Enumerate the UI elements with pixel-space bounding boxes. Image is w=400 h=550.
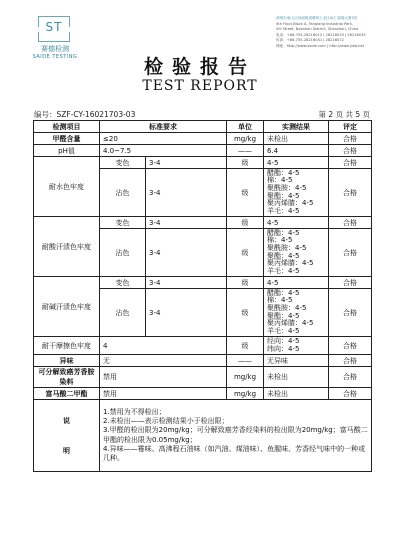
header-standard: 标准要求 bbox=[100, 121, 227, 133]
result-line: 聚酰胺：4-5 bbox=[267, 303, 307, 312]
verdict-acid-change: 合格 bbox=[329, 217, 372, 229]
verdict-formaldehyde: 合格 bbox=[329, 133, 372, 145]
table-row bbox=[34, 337, 372, 355]
unit-dmf: mg/kg bbox=[227, 388, 264, 400]
table-row bbox=[34, 388, 372, 400]
unit-alkali-stain: 级 bbox=[227, 289, 264, 337]
standard-alkali-change: 3-4 bbox=[146, 277, 227, 289]
report-number-label: 编号： bbox=[34, 110, 57, 119]
table-row bbox=[34, 277, 372, 289]
result-line: 醋酯：4-5 bbox=[267, 288, 300, 297]
result-dry-rubbing bbox=[264, 337, 329, 355]
item-water-fastness: 耐水色牢度 bbox=[34, 157, 100, 217]
address-line: 传真：+86-755-28216031 | 28216072 bbox=[276, 38, 344, 43]
report-number bbox=[34, 109, 135, 120]
unit-water-change: 级 bbox=[227, 157, 264, 169]
result-line: 羊毛：4-5 bbox=[267, 326, 300, 335]
standard-odor: 无 bbox=[100, 355, 227, 367]
result-ph: 6.4 bbox=[264, 145, 329, 157]
report-title-cn: 检验报告 bbox=[143, 56, 256, 78]
result-line: 聚丙烯腈：4-5 bbox=[267, 259, 314, 268]
result-line: 棉：4-5 bbox=[267, 236, 293, 245]
header-unit: 单位 bbox=[227, 121, 264, 133]
table-row bbox=[34, 133, 372, 145]
unit-odor: —— bbox=[227, 355, 264, 367]
note-line: 3.甲醛的检出限为20mg/kg；可分解致癌芳香经染料的检出限为20mg/kg；富马酸二甲酯的检出限为0.05mg/kg； bbox=[103, 426, 368, 444]
unit-water-stain: 级 bbox=[227, 169, 264, 217]
item-acid-perspiration: 耐酸汗渍色牢度 bbox=[34, 217, 100, 277]
notes-label-bottom: 明 bbox=[63, 446, 70, 455]
logo-name-cn: 赛德检测 bbox=[41, 45, 69, 53]
result-dmf: 未检出 bbox=[264, 388, 329, 400]
table-row bbox=[34, 145, 372, 157]
note-line: 2.未检出——表示检测结果小于检出限； bbox=[103, 417, 229, 426]
item-dmf: 富马酸二甲酯 bbox=[34, 388, 100, 400]
notes-label bbox=[34, 400, 100, 472]
standard-alkali-stain: 3-4 bbox=[146, 289, 227, 337]
result-line: 醋酯：4-5 bbox=[267, 168, 300, 177]
header-verdict: 评定 bbox=[329, 121, 372, 133]
verdict-aromatic-amine: 合格 bbox=[329, 367, 372, 388]
result-aromatic-amine: 未检出 bbox=[264, 367, 329, 388]
table-header-row bbox=[34, 121, 372, 133]
item-odor: 异味 bbox=[34, 355, 100, 367]
note-line: 1.禁用为不得检出； bbox=[103, 407, 166, 416]
item-aromatic-amine: 可分解致癌芳香胺染料 bbox=[34, 367, 100, 388]
unit-dry-rubbing: 级 bbox=[227, 337, 264, 355]
result-water-stain bbox=[264, 169, 329, 217]
verdict-odor: 合格 bbox=[329, 355, 372, 367]
logo-mark: ST bbox=[45, 20, 63, 34]
item-alkali-perspiration: 耐碱汗渍色牢度 bbox=[34, 277, 100, 337]
lab-address-block bbox=[276, 16, 386, 50]
standard-ph: 4.0~7.5 bbox=[100, 145, 227, 157]
result-line: 聚丙烯腈：4-5 bbox=[267, 199, 314, 208]
table-row bbox=[34, 355, 372, 367]
item-dry-rubbing: 耐干摩擦色牢度 bbox=[34, 337, 100, 355]
standard-aromatic-amine: 禁用 bbox=[100, 367, 227, 388]
address-line: Xili Street, Nanshan District, Shenzhen, China bbox=[276, 27, 359, 32]
standard-formaldehyde: ≤20 bbox=[100, 133, 227, 145]
result-line: 聚酰胺：4-5 bbox=[267, 243, 307, 252]
item-formaldehyde: 甲醛含量 bbox=[34, 133, 100, 145]
verdict-water-change: 合格 bbox=[329, 157, 372, 169]
sub-label-change: 变色 bbox=[100, 277, 146, 289]
address-line: 5th Floor,Block A, Tanglang Industrial Park, bbox=[276, 21, 353, 26]
sub-label-stain: 沾色 bbox=[100, 229, 146, 277]
verdict-alkali-change: 合格 bbox=[329, 277, 372, 289]
result-line: 聚酯：4-5 bbox=[267, 251, 300, 260]
result-line: 经向：4-5 bbox=[267, 336, 300, 345]
result-alkali-stain bbox=[264, 289, 329, 337]
result-formaldehyde: 未检出 bbox=[264, 133, 329, 145]
result-line: 羊毛：4-5 bbox=[267, 206, 300, 215]
unit-ph: —— bbox=[227, 145, 264, 157]
standard-water-change: 3-4 bbox=[146, 157, 227, 169]
sub-label-change: 变色 bbox=[100, 157, 146, 169]
page-info: 第 2 页 共 5 页 bbox=[318, 110, 370, 119]
unit-acid-stain: 级 bbox=[227, 229, 264, 277]
note-line: 4.异味——霉味、高沸程石油味（如汽油、煤油味）、鱼腥味、芳香经气味中的一种或几种。 bbox=[103, 444, 366, 462]
verdict-dmf: 合格 bbox=[329, 388, 372, 400]
standard-water-stain: 3-4 bbox=[146, 169, 227, 217]
notes-row bbox=[34, 400, 372, 472]
result-line: 聚酰胺：4-5 bbox=[267, 183, 307, 192]
address-line: 深圳市南山区西丽街道塘朗工业区A区 福瑞大厦5层 bbox=[276, 16, 358, 20]
verdict-alkali-stain: 合格 bbox=[329, 289, 372, 337]
logo-name-en: SAIDE TESTING bbox=[32, 54, 78, 60]
result-odor: 无异味 bbox=[264, 355, 329, 367]
standard-dry-rubbing: 4 bbox=[100, 337, 227, 355]
table-row bbox=[34, 217, 372, 229]
notes-content bbox=[100, 400, 372, 472]
result-line: 醋酯：4-5 bbox=[267, 228, 300, 237]
standard-acid-change: 3-4 bbox=[146, 217, 227, 229]
unit-acid-change: 级 bbox=[227, 217, 264, 229]
result-line: 棉：4-5 bbox=[267, 176, 293, 185]
result-line: 羊毛：4-5 bbox=[267, 266, 300, 275]
sub-label-stain: 沾色 bbox=[100, 289, 146, 337]
verdict-dry-rubbing: 合格 bbox=[329, 337, 372, 355]
unit-alkali-change: 级 bbox=[227, 277, 264, 289]
item-ph: pH值 bbox=[34, 145, 100, 157]
sub-label-stain: 沾色 bbox=[100, 169, 146, 217]
verdict-water-stain: 合格 bbox=[329, 169, 372, 217]
result-line: 聚酯：4-5 bbox=[267, 191, 300, 200]
header-result: 实测结果 bbox=[264, 121, 329, 133]
standard-dmf: 禁用 bbox=[100, 388, 227, 400]
verdict-acid-stain: 合格 bbox=[329, 229, 372, 277]
address-line: 网址：http://www.saide.com | http://www.ydw.net bbox=[276, 43, 364, 48]
sub-label-change: 变色 bbox=[100, 217, 146, 229]
header-item: 检测项目 bbox=[34, 121, 100, 133]
table-row bbox=[34, 157, 372, 169]
result-line: 棉：4-5 bbox=[267, 296, 293, 305]
result-acid-change: 4-5 bbox=[264, 217, 329, 229]
unit-formaldehyde: mg/kg bbox=[227, 133, 264, 145]
result-alkali-change: 4-5 bbox=[264, 277, 329, 289]
report-title-en: TEST REPORT bbox=[142, 78, 258, 94]
result-water-change: 4-5 bbox=[264, 157, 329, 169]
test-results-table bbox=[33, 120, 372, 472]
verdict-ph: 合格 bbox=[329, 145, 372, 157]
unit-aromatic-amine: mg/kg bbox=[227, 367, 264, 388]
address-line: 电话：+86-755-28216012 | 28216033 | 28216035 bbox=[276, 32, 366, 37]
result-line: 聚丙烯腈：4-5 bbox=[267, 319, 314, 328]
table-row bbox=[34, 367, 372, 388]
result-acid-stain bbox=[264, 229, 329, 277]
report-number-value: SZF-CY-16021703-03 bbox=[56, 110, 136, 119]
notes-label-top: 说 bbox=[63, 416, 70, 425]
result-line: 纬向：4-5 bbox=[267, 344, 300, 353]
standard-acid-stain: 3-4 bbox=[146, 229, 227, 277]
result-line: 聚酯：4-5 bbox=[267, 311, 300, 320]
